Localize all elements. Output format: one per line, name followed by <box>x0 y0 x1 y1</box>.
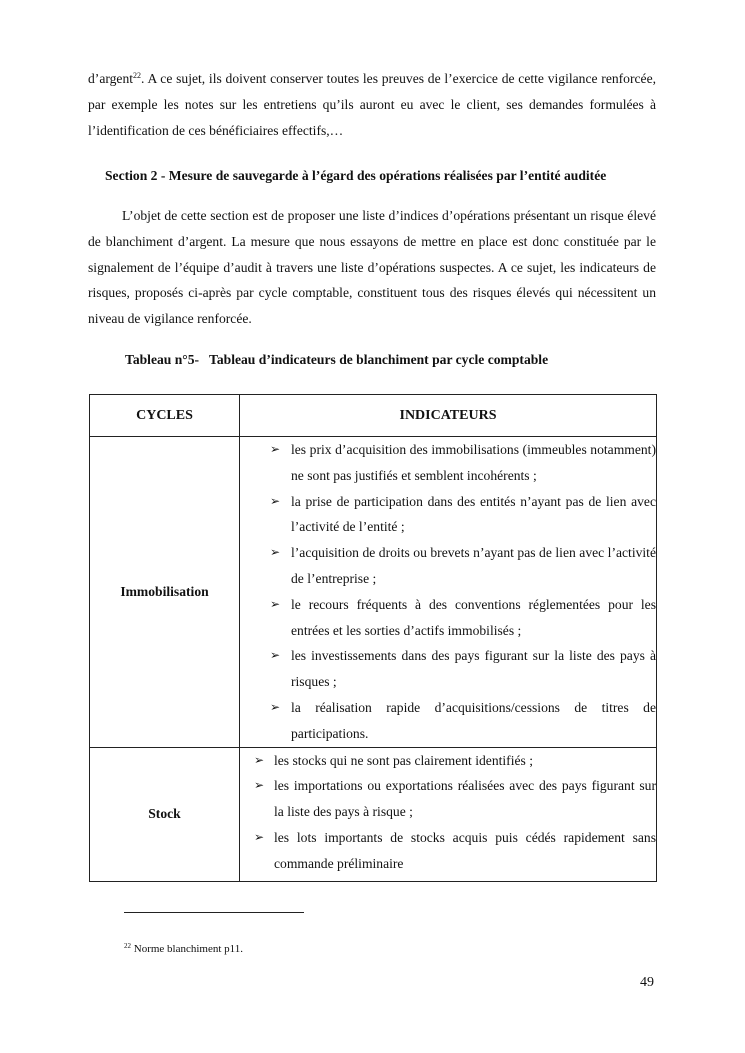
indicator-item: ➢ les importations ou exportations réalisées avec des pays figurant sur la liste des pays à risque ; <box>240 773 656 825</box>
table-caption-title: Tableau d’indicateurs de blanchiment par cycle comptable <box>209 352 549 367</box>
arrow-bullet-icon: ➢ <box>254 778 265 793</box>
footnote-separator <box>124 912 304 913</box>
table-row-stock <box>90 747 657 881</box>
paragraph-section-body: L’objet de cette section est de proposer une liste d’indices d’opérations présentant un risque élevé de blanchiment d’argent. La mesure que nous essayons de mettre en place est donc constituée par le signalement de l’équipe d’audit à travers une liste d’opérations suspectes. A ce sujet, les indicateurs de risques, proposés ci-après par cycle comptable, constituent tous des risques élevés qui nécessitent un niveau de vigilance renforcée. <box>88 208 656 327</box>
footnote-text: Norme blanchiment p11. <box>131 943 244 955</box>
footnote <box>124 943 243 955</box>
footnote-reference[interactable]: 22 <box>133 71 142 80</box>
indicator-item: ➢ les prix d’acquisition des immobilisations (immeubles notamment) ne sont pas justifiés et semblent incohérents ; <box>240 437 656 489</box>
table-header-row <box>90 395 657 437</box>
arrow-bullet-icon: ➢ <box>270 648 281 663</box>
indicator-item: ➢ l’acquisition de droits ou brevets n’ayant pas de lien avec l’activité de l’entreprise ; <box>240 540 656 592</box>
arrow-bullet-icon: ➢ <box>270 442 281 456</box>
cycle-stock: Stock <box>90 747 240 881</box>
page-number: 49 <box>640 975 654 990</box>
paragraph-intro-start: d’argent <box>88 71 134 86</box>
indicator-item: ➢ les investissements dans des pays figurant sur la liste des pays à risques ; <box>240 643 656 695</box>
indicator-item: ➢ les lots importants de stocks acquis puis cédés rapidement sans commande préliminaire <box>240 825 656 877</box>
header-cycles: CYCLES <box>90 395 240 437</box>
indicators-stock <box>240 747 657 881</box>
arrow-bullet-icon: ➢ <box>270 545 281 560</box>
section-title: Section 2 - Mesure de sauvegarde à l’égard des opérations réalisées par l’entité auditée <box>105 168 607 183</box>
arrow-bullet-icon: ➢ <box>254 829 265 844</box>
arrow-bullet-icon: ➢ <box>270 493 281 508</box>
table-caption-number: Tableau n°5- <box>125 352 200 367</box>
arrow-bullet-icon: ➢ <box>270 699 281 714</box>
indicators-table <box>89 394 657 882</box>
table-caption <box>125 352 548 368</box>
paragraph-intro-rest: . A ce sujet, ils doivent conserver toutes les preuves de l’exercice de cette vigilance renforcée, par exemple les notes sur les entretiens qu’ils auront eu avec le client, ses demandes formulées à l’identification de ces bénéficiaires effectifs,… <box>88 71 656 138</box>
indicator-item: ➢ la réalisation rapide d’acquisitions/cessions de titres de participations. <box>240 695 656 747</box>
footnote-number: 22 <box>124 942 131 950</box>
arrow-bullet-icon: ➢ <box>270 596 281 611</box>
arrow-bullet-icon: ➢ <box>254 752 265 767</box>
indicator-item: ➢ les stocks qui ne sont pas clairement identifiés ; <box>240 748 656 774</box>
table-row-immobilisation <box>90 437 657 748</box>
indicators-immobilisation <box>240 437 657 748</box>
indicator-item: ➢ la prise de participation dans des entités n’ayant pas de lien avec l’activité de l’entité ; <box>240 489 656 541</box>
paragraph-intro <box>88 66 656 143</box>
cycle-immobilisation: Immobilisation <box>90 437 240 748</box>
indicator-item: ➢ le recours fréquents à des conventions réglementées pour les entrées et les sorties d’actifs immobilisés ; <box>240 592 656 644</box>
header-indicators: INDICATEURS <box>240 395 657 437</box>
